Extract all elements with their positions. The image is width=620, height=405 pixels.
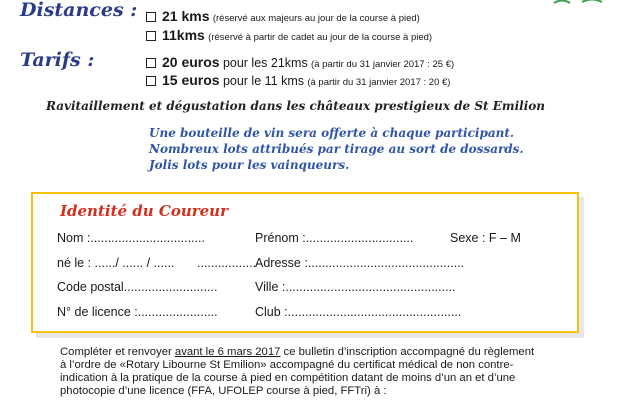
distance-21km-label: 21 kms <box>162 8 210 24</box>
perk-item: Une bouteille de vin sera offerte à chaque participant. <box>149 126 515 140</box>
licence-field[interactable]: N° de licence :....................... <box>57 305 218 319</box>
distance-option-11km[interactable] <box>146 28 432 45</box>
perk-item: Jolis lots pour les vainqueurs. <box>149 158 350 172</box>
club-field[interactable]: Club :.................................................. <box>255 305 462 319</box>
tarif-21km-price: 20 euros <box>162 54 220 70</box>
distance-option-21km[interactable] <box>146 9 420 26</box>
perk-item: Nombreux lots attribués par tirage au sort de dossards. <box>149 142 524 156</box>
perks-list <box>149 125 524 173</box>
tarif-option-11km[interactable] <box>146 73 450 90</box>
prenom-field[interactable]: Prénom :............................... <box>255 231 414 245</box>
tarif-11km-note: (à partir du 31 janvier 2017 : 20 €) <box>307 77 451 88</box>
instructions-line-1b: ce bulletin d’inscription accompagné du règlement <box>280 346 535 358</box>
instructions-line-4: photocopie d’une licence (FFA, UFOLEP course à pied, FFTri) à : <box>60 385 387 397</box>
instructions-line-3: indication à la pratique de la course à pied en compétition datant de moins d’un an et d’une <box>60 372 516 384</box>
ravitaillement-text: Ravitaillement et dégustation dans les châteaux prestigieux de St Emilion <box>46 99 545 113</box>
sexe-field[interactable]: Sexe : F – M <box>450 231 521 245</box>
instructions-paragraph <box>60 346 580 398</box>
tarifs-heading: Tarifs : <box>20 49 95 71</box>
ville-field[interactable]: Ville :................................................. <box>255 280 456 294</box>
checkbox-11km[interactable] <box>146 31 156 41</box>
distance-21km-note: (réservé aux majeurs au jour de la course à pied) <box>212 13 420 24</box>
deadline-date: avant le 6 mars 2017 <box>174 346 281 358</box>
birthdate-field[interactable]: né le : ....../ ...... / ...... <box>57 256 175 270</box>
checkbox-tarif-21km[interactable] <box>146 58 156 68</box>
tarif-11km-desc: pour le 11 kms <box>222 74 304 88</box>
tarif-option-21km[interactable] <box>146 55 454 72</box>
tarif-21km-desc: pour les 21kms <box>222 56 308 70</box>
distance-11km-note: (réservé à partir de cadet au jour de la course à pied) <box>208 32 433 43</box>
instructions-line-1a: Compléter et renvoyer <box>60 346 175 358</box>
decorative-fragment <box>552 0 612 5</box>
nom-field[interactable]: Nom :................................. <box>57 231 205 245</box>
birthdate-extra-dots: ................. <box>197 256 257 270</box>
tarif-11km-price: 15 euros <box>162 72 220 88</box>
checkbox-tarif-11km[interactable] <box>146 76 156 86</box>
code-postal-field[interactable]: Code postal........................... <box>57 280 218 294</box>
instructions-line-2: à l’ordre de «Rotary Libourne St Emilion» accompagné du certificat médical de non contre- <box>60 359 514 371</box>
checkbox-21km[interactable] <box>146 12 156 22</box>
distances-heading: Distances : <box>20 0 138 21</box>
adresse-field[interactable]: Adresse :............................................. <box>255 256 465 270</box>
distance-11km-label: 11kms <box>162 27 205 43</box>
tarif-21km-note: (à partir du 31 janvier 2017 : 25 €) <box>311 59 455 70</box>
identity-title: Identité du Coureur <box>60 202 228 220</box>
